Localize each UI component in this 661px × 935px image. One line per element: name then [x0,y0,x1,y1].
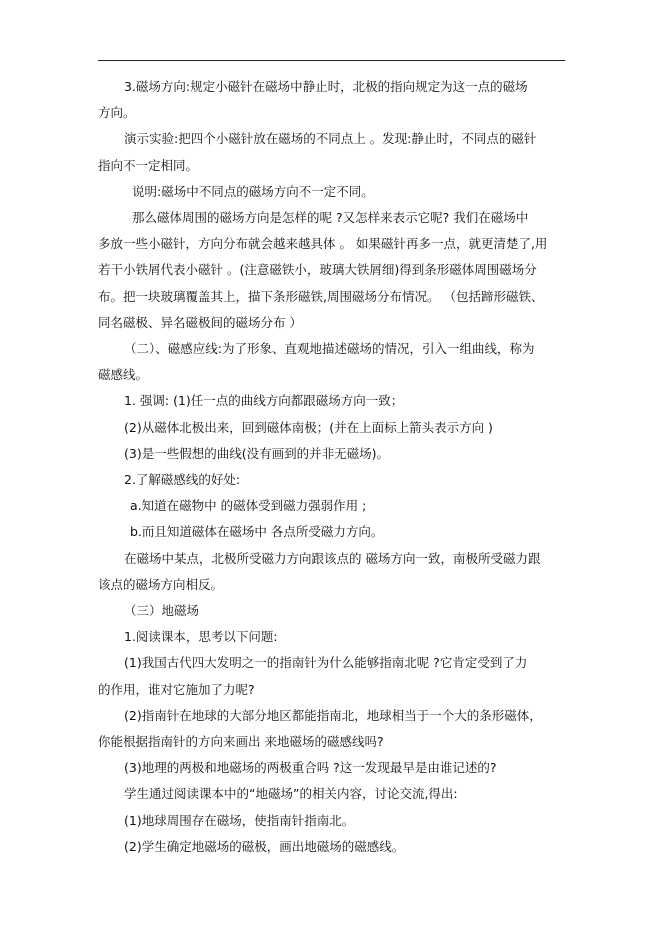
text-line: (2)从磁体北极出来，回到磁体南极；(并在上面标上箭头表示方向 ) [124,419,493,435]
text-line: 布。把一块玻璃覆盖其上，描下条形磁铁,周围磁场分布情况。 （包括蹄形磁铁、 [98,288,544,304]
text-line: 方向。 [98,105,136,121]
text-line: 你能根据指南针的方向来画出 来地磁场的磁感线吗? [98,734,384,750]
text-line: (1)我国古代四大发明之一的指南针为什么能够指南北呢 ?它肯定受到了力 [124,655,528,671]
text-line: a.知道在磁物中 的磁体受到磁力强弱作用 ; [130,498,367,514]
header-rule [98,60,565,61]
text-line: 磁感线。 [98,367,149,383]
text-line: (2)学生确定地磁场的磁极，画出地磁场的磁感线。 [124,838,405,854]
text-line: (2)指南针在地球的大部分地区都能指南北，地球相当于一个大的条形磁体， [124,707,542,723]
text-line: 的作用，谁对它施加了力呢? [98,681,255,697]
text-line: (1)地球周围存在磁场，使指南针指南北。 [124,812,355,828]
text-line: 指向不一定相同。 [98,157,199,173]
text-line: 学生通过阅读课本中的“地磁场”的相关内容，讨论交流,得出: [124,786,458,802]
text-line: 在磁场中某点，北极所受磁力方向跟该点的 磁场方向一致，南极所受磁力跟 [124,550,541,566]
text-line: 2.了解磁感线的好处: [124,472,241,488]
text-line: 3.磁场方向:规定小磁针在磁场中静止时，北极的指向规定为这一点的磁场 [124,79,528,94]
text-line: 演示实验:把四个小磁针放在磁场的不同点上 。发现:静止时，不同点的磁针 [124,131,537,147]
text-line: 若干小铁屑代表小磁针 。(注意磁铁小，玻璃大铁屑细)得到条形磁体周围磁场分 [98,262,537,278]
text-line: 说明:磁场中不同点的磁场方向不一定不同。 [132,183,374,199]
text-line: （二）、磁感应线:为了形象、直观地描述磁场的情况，引入一组曲线，称为 [124,341,535,357]
document-body [98,74,568,860]
text-line: 那么磁体周围的磁场方向是怎样的呢 ?又怎样来表示它呢? 我们在磁场中 [132,210,529,226]
text-line: 多放一些小磁针，方向分布就会越来越具体 。 如果磁针再多一点，就更清楚了,用 [98,236,548,252]
text-line: 该点的磁场方向相反。 [98,576,224,592]
text-line: b.而且知道磁体在磁场中 各点所受磁力方向。 [130,524,384,540]
text-line: 同名磁极、异名磁极间的磁场分布 ） [98,314,302,330]
text-line: 1. 强调: (1)任一点的曲线方向都跟磁场方向一致； [124,393,404,409]
text-line: 1.阅读课本，思考以下问题: [124,629,278,645]
text-line: (3)是一些假想的曲线(没有画到的并非无磁场)。 [124,445,389,461]
text-line: (3)地理的两极和地磁场的两极重合吗 ?这一发现最早是由谁记述的? [124,760,497,776]
text-line: （三）地磁场 [124,603,200,619]
